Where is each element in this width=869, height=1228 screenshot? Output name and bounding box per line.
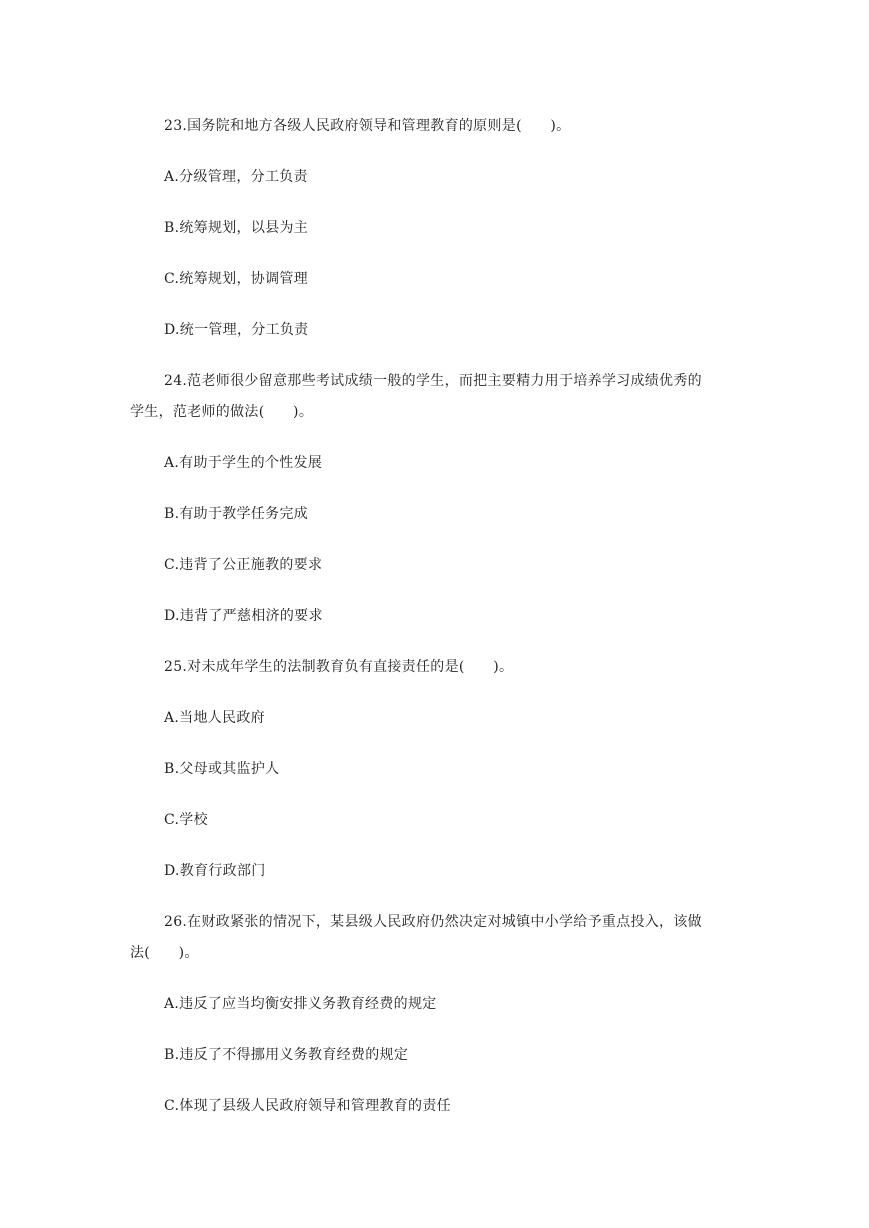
question-25-stem: 25.对未成年学生的法制教育负有直接责任的是( )。 xyxy=(164,659,514,675)
question-24-option-c: C.违背了公正施教的要求 xyxy=(164,557,323,573)
question-23-option-d: D.统一管理，分工负责 xyxy=(164,322,309,338)
question-26-option-b: B.违反了不得挪用义务教育经费的规定 xyxy=(164,1047,409,1063)
question-26-stem-line1: 26.在财政紧张的情况下，某县级人民政府仍然决定对城镇中小学给予重点投入，该做 xyxy=(164,914,702,930)
question-25-option-c: C.学校 xyxy=(164,812,208,828)
question-23-option-c: C.统筹规划，协调管理 xyxy=(164,271,308,287)
question-26-option-c: C.体现了县级人民政府领导和管理教育的责任 xyxy=(164,1098,451,1114)
question-24-option-b: B.有助于教学任务完成 xyxy=(164,506,309,522)
question-24-option-d: D.违背了严慈相济的要求 xyxy=(164,608,323,624)
question-25-option-a: A.当地人民政府 xyxy=(164,710,265,726)
question-26-option-a: A.违反了应当均衡安排义务教育经费的规定 xyxy=(164,996,437,1012)
question-25-option-b: B.父母或其监护人 xyxy=(164,761,280,777)
question-26-stem-line2: 法( )。 xyxy=(130,945,199,961)
question-23-option-b: B.统筹规划，以县为主 xyxy=(164,220,309,236)
question-25-option-d: D.教育行政部门 xyxy=(164,863,266,879)
question-24-stem-line2: 学生，范老师的做法( )。 xyxy=(130,404,314,420)
question-24-stem-line1: 24.范老师很少留意那些考试成绩一般的学生，而把主要精力用于培养学习成绩优秀的 xyxy=(164,373,702,389)
question-23-stem: 23.国务院和地方各级人民政府领导和管理教育的原则是( )。 xyxy=(164,118,571,134)
question-23-option-a: A.分级管理，分工负责 xyxy=(164,169,308,185)
question-24-option-a: A.有助于学生的个性发展 xyxy=(164,455,323,471)
